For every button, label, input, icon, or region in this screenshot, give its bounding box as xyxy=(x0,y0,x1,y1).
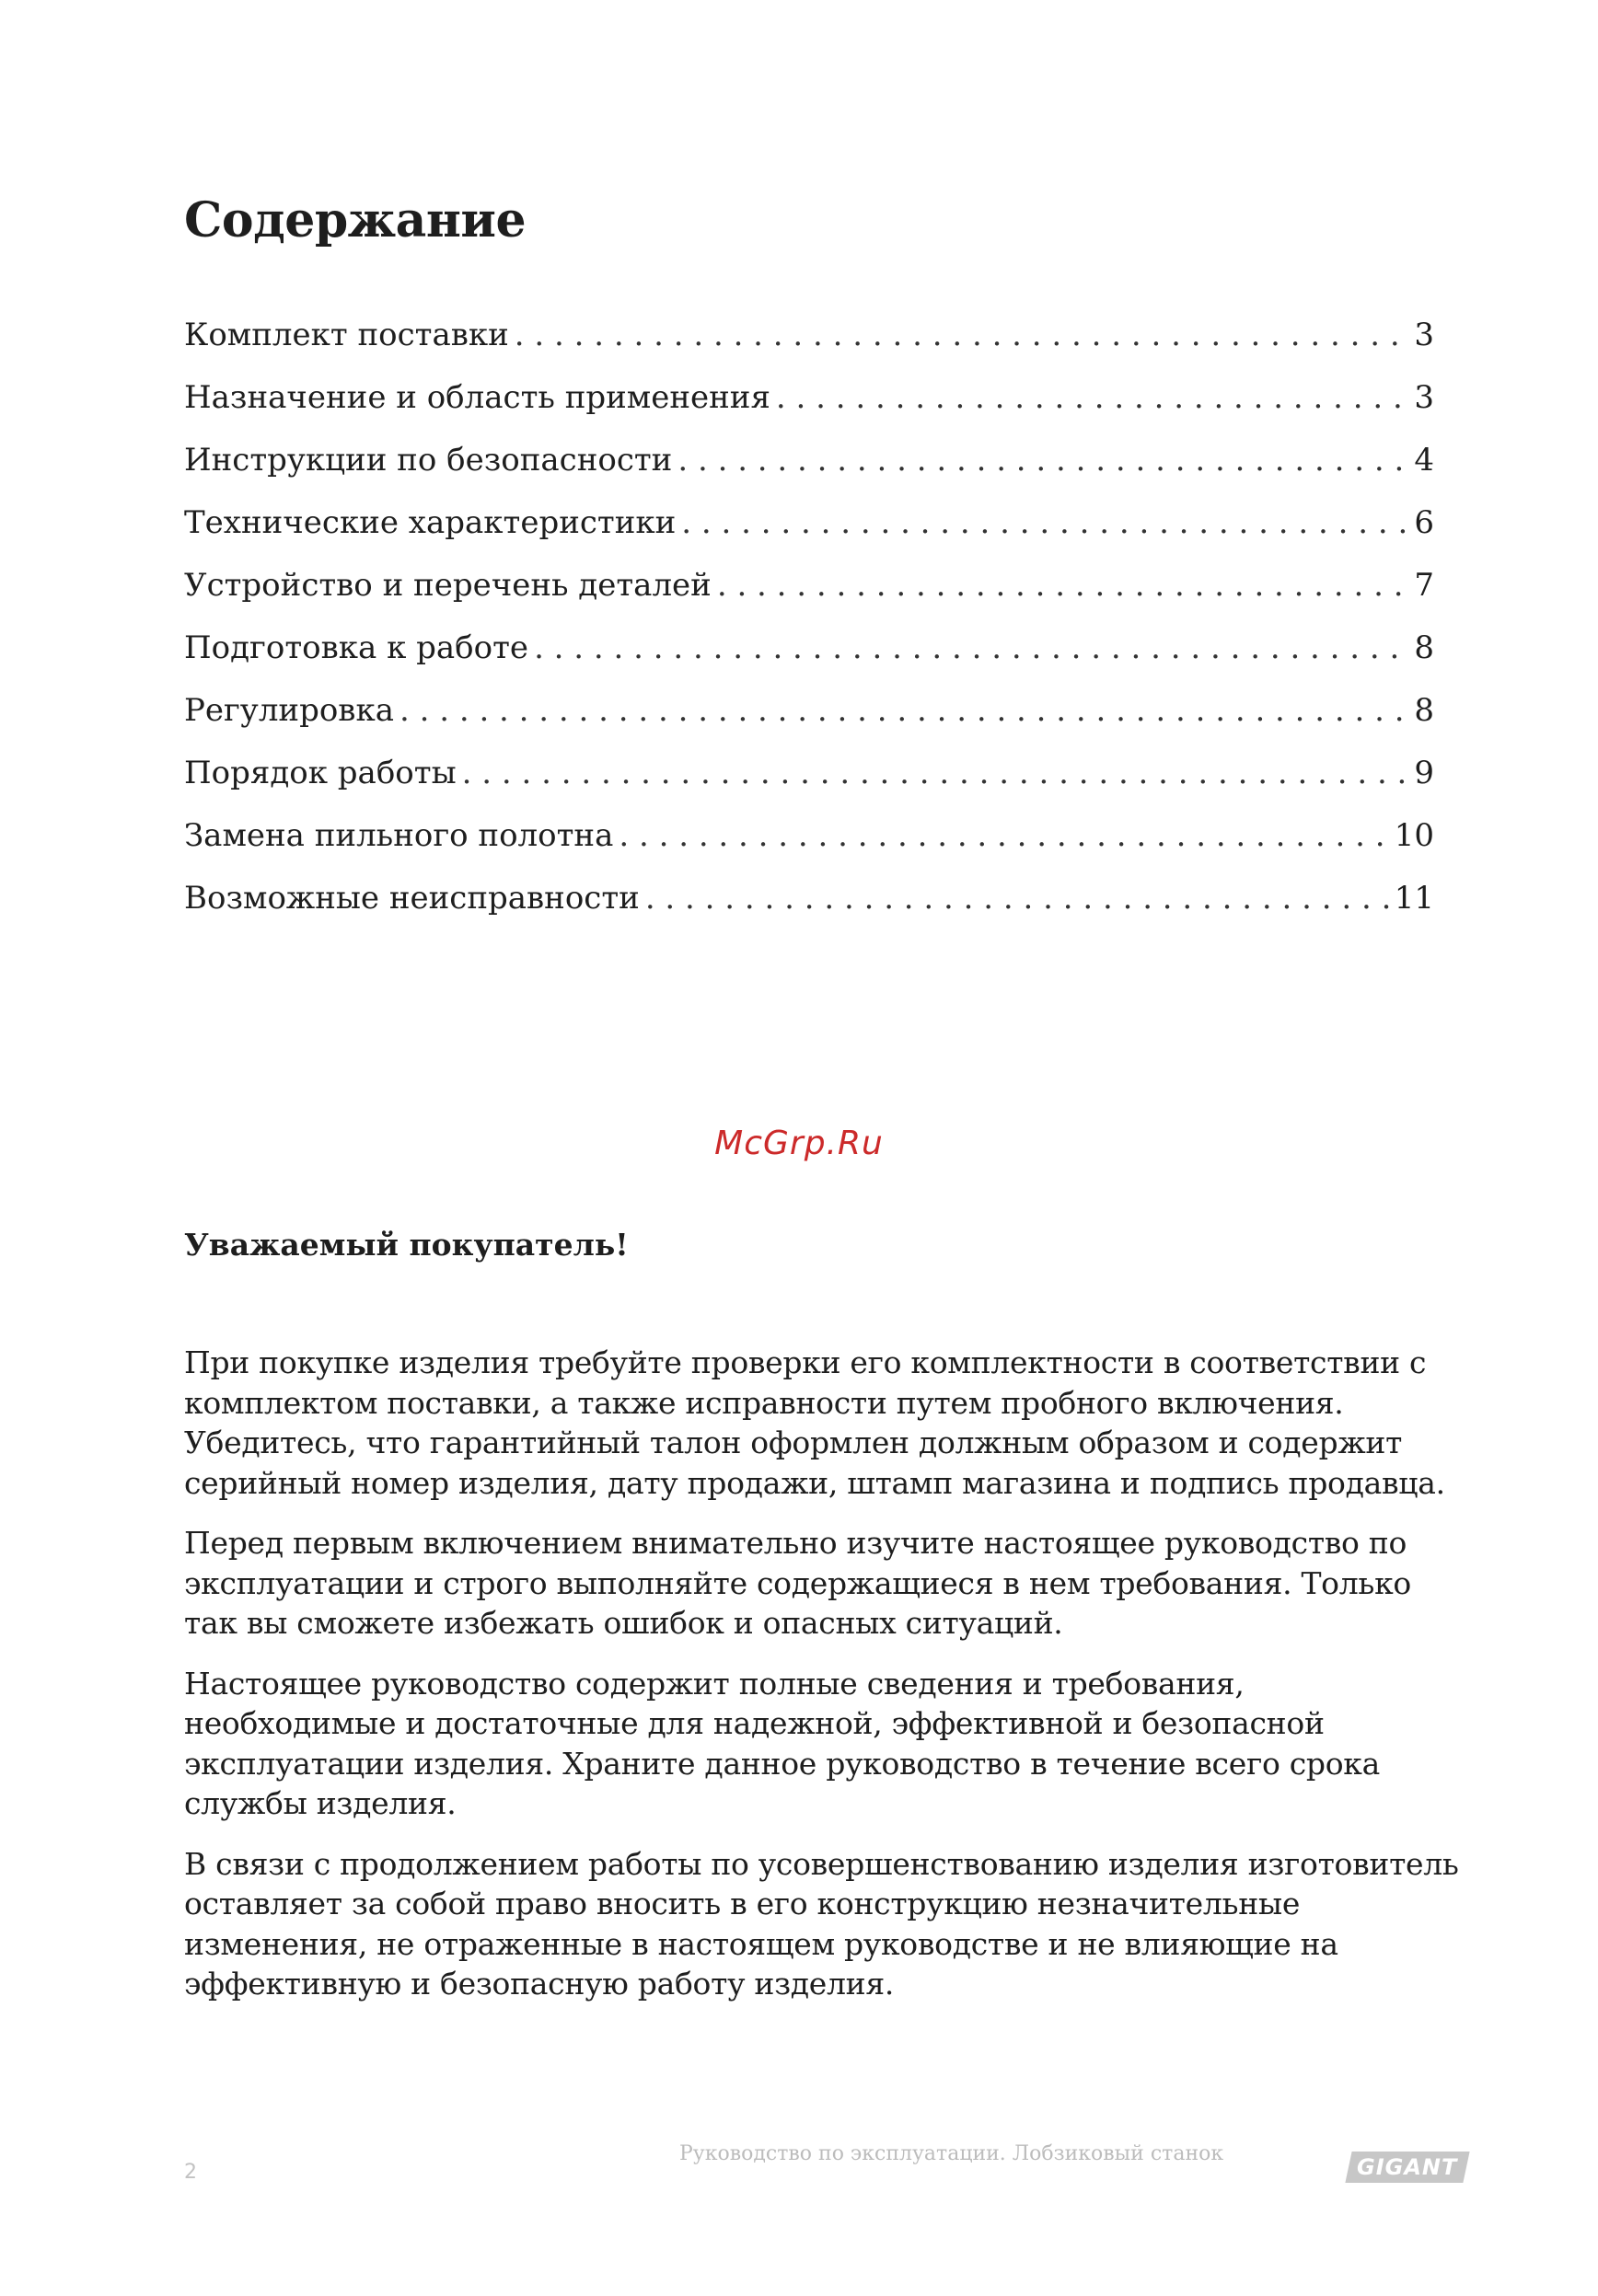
paragraph: Перед первым включением внимательно изучите настоящее руководство по эксплуатации и строго выполняйте содержащиеся в нем требования. Только так вы сможете избежать ошибок и опасных ситуаций. xyxy=(184,1525,1411,1641)
toc-entry-title: Комплект поставки xyxy=(184,317,509,353)
footer-page-number: 2 xyxy=(184,2161,197,2184)
toc-entry[interactable] xyxy=(184,742,1434,804)
toc-entry-title: Регулировка xyxy=(184,692,394,729)
toc-entry[interactable] xyxy=(184,679,1434,742)
toc-entry[interactable] xyxy=(184,491,1434,554)
toc-entry[interactable] xyxy=(184,429,1434,491)
toc-entry-title: Технические характеристики xyxy=(184,504,677,541)
toc-entry-title: Инструкции по безопасности xyxy=(184,442,673,479)
page-title: Содержание xyxy=(184,192,527,248)
toc-entry-title: Замена пильного полотна xyxy=(184,817,614,854)
table-of-contents xyxy=(184,304,1434,929)
toc-entry[interactable] xyxy=(184,867,1434,929)
toc-entry-page: 3 xyxy=(1414,317,1434,353)
toc-entry-title: Возможные неисправности xyxy=(184,880,640,917)
toc-entry-title: Порядок работы xyxy=(184,755,457,791)
toc-leader-dots xyxy=(645,867,1389,929)
toc-entry-page: 6 xyxy=(1414,504,1434,541)
brand-logo-text: GIGANT xyxy=(1357,2154,1458,2180)
paragraph: Настоящее руководство содержит полные сведения и требования, необходимые и достаточные для надежной, эффективной и безопасной эксплуатации изделия. Храните данное руководство в течение всего срока службы изделия. xyxy=(184,1665,1380,1821)
toc-entry[interactable] xyxy=(184,554,1434,617)
toc-entry[interactable] xyxy=(184,804,1434,867)
toc-entry-page: 4 xyxy=(1414,442,1434,479)
toc-leader-dots xyxy=(681,491,1408,554)
intro-text xyxy=(184,1343,1464,2025)
toc-entry-page: 11 xyxy=(1394,880,1434,917)
toc-entry-page: 7 xyxy=(1414,567,1434,604)
footer-document-title: Руководство по эксплуатации. Лобзиковый станок xyxy=(679,2142,1224,2165)
toc-entry-page: 8 xyxy=(1414,629,1434,666)
toc-entry-page: 9 xyxy=(1414,755,1434,791)
toc-leader-dots xyxy=(677,429,1408,491)
toc-leader-dots xyxy=(776,366,1408,429)
toc-entry-title: Назначение и область применения xyxy=(184,379,770,416)
toc-entry-title: Подготовка к работе xyxy=(184,629,529,666)
greeting-heading: Уважаемый покупатель! xyxy=(184,1227,629,1263)
toc-leader-dots xyxy=(619,804,1388,867)
watermark: McGrp.Ru xyxy=(714,1125,884,1162)
toc-entry-page: 8 xyxy=(1414,692,1434,729)
toc-leader-dots xyxy=(462,742,1409,804)
brand-logo xyxy=(1345,2152,1469,2183)
toc-entry-page: 3 xyxy=(1414,379,1434,416)
toc-leader-dots xyxy=(400,679,1408,742)
toc-entry[interactable] xyxy=(184,366,1434,429)
toc-entry[interactable] xyxy=(184,304,1434,366)
toc-leader-dots xyxy=(534,617,1408,679)
toc-entry-title: Устройство и перечень деталей xyxy=(184,567,712,604)
toc-leader-dots xyxy=(717,554,1409,617)
paragraph: В связи с продолжением работы по усовершенствованию изделия изготовитель оставляет за собой право вносить в его конструкцию незначительные изменения, не отраженные в настоящем руководстве и не влияющие на эффективную и безопасную работу изделия. xyxy=(184,1845,1459,2002)
toc-leader-dots xyxy=(515,304,1409,366)
paragraph: При покупке изделия требуйте проверки его комплектности в соответствии с комплектом поставки, а также исправности путем пробного включения. Убедитесь, что гарантийный талон оформлен должным образом и содержит серийный номер изделия, дату продажи, штамп магазина и подпись продавца. xyxy=(184,1344,1445,1501)
toc-entry-page: 10 xyxy=(1394,817,1434,854)
toc-entry[interactable] xyxy=(184,617,1434,679)
